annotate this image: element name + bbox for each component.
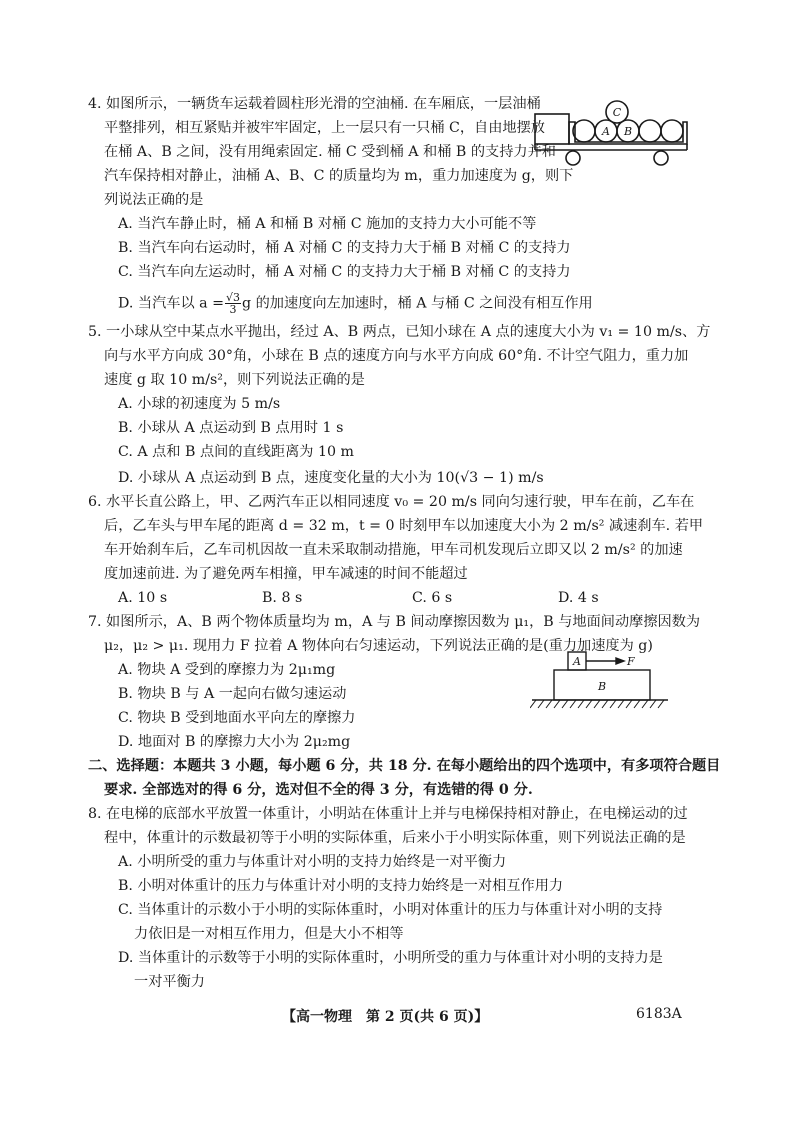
q8-stem-line-1: 8. 在电梯的底部水平放置一体重计，小明站在体重计上并与电梯保持相对静止，在电梯运动的过: [88, 806, 688, 822]
page-footer-title: 【高一物理 第 2 页(共 6 页)】: [282, 1009, 489, 1025]
q4-fraction: [225, 292, 241, 315]
q7-option-c: C. 物块 B 受到地面水平向左的摩擦力: [118, 710, 356, 726]
q7-option-d: D. 地面对 B 的摩擦力大小为 2μ₂mg: [118, 734, 351, 750]
q4-option-d-prefix: D. 当汽车以 a =: [118, 295, 225, 312]
drum-c-label: C: [612, 106, 622, 119]
ground-hatching: [530, 700, 664, 708]
q5-option-a: A. 小球的初速度为 5 m/s: [118, 396, 281, 412]
truck-wheel-rear: [654, 151, 668, 165]
q4-fraction-numerator: √3: [226, 291, 241, 304]
force-f-arrow-head: [616, 658, 624, 664]
q4-stem-line-4: 汽车保持相对静止，油桶 A、B、C 的质量均为 m，重力加速度为 g，则下: [104, 168, 574, 184]
page-footer-code: 6183A: [636, 1006, 682, 1022]
q4-stem-line-3: 在桶 A、B 之间，没有用绳索固定. 桶 C 受到桶 A 和桶 B 的支持力并和: [104, 144, 556, 160]
q6-option-d: D. 4 s: [558, 590, 599, 606]
q7-option-b: B. 物块 B 与 A 一起向右做匀速运动: [118, 686, 347, 702]
q6-stem-line-2: 后，乙车头与甲车尾的距离 d = 32 m，t = 0 时刻甲车以加速度大小为 2 m/s² 减速刹车. 若甲: [104, 518, 704, 534]
q5-stem-line-2: 向与水平方向成 30°角，小球在 B 点的速度方向与水平方向成 60°角. 不计空气阻力，重力加: [104, 348, 689, 364]
force-f-label: F: [627, 655, 635, 668]
q6-stem-line-4: 度加速前进. 为了避免两车相撞，甲车减速的时间不能超过: [104, 566, 468, 582]
q6-option-b: B. 8 s: [262, 590, 303, 606]
section-2-line-1: 二、选择题：本题共 3 小题，每小题 6 分，共 18 分. 在每小题给出的四个选项中，有多项符合题目: [88, 758, 721, 774]
q4-option-d-suffix: g 的加速度向左加速时，桶 A 与桶 C 之间没有相互作用: [242, 295, 593, 312]
q5-option-c: C. A 点和 B 点间的直线距离为 10 m: [118, 444, 354, 460]
block-b-label: B: [597, 680, 607, 693]
section-2-line-2: 要求. 全部选对的得 6 分，选对但不全的得 3 分，有选错的得 0 分.: [104, 782, 533, 798]
q8-option-a: A. 小明所受的重力与体重计对小明的支持力始终是一对平衡力: [118, 854, 507, 870]
drum-bottom-1: [573, 120, 595, 142]
q6-option-a: A. 10 s: [118, 590, 168, 606]
q8-option-d-line-1: D. 当体重计的示数等于小明的实际体重时，小明所受的重力与体重计对小明的支持力是: [118, 950, 663, 966]
q6-stem-line-1: 6. 水平长直公路上，甲、乙两汽车正以相同速度 v₀ = 20 m/s 同向匀速行驶，甲车在前，乙车在: [88, 494, 695, 510]
truck-wheel-front: [566, 151, 580, 165]
q8-stem-line-2: 程中，体重计的示数最初等于小明的实际体重，后来小于小明实际体重，则下列说法正确的是: [104, 830, 686, 846]
q8-option-c-line-1: C. 当体重计的示数小于小明的实际体重时，小明对体重计的压力与体重计对小明的支持: [118, 902, 663, 918]
q8-option-b: B. 小明对体重计的压力与体重计对小明的支持力始终是一对相互作用力: [118, 878, 564, 894]
q8-option-d-line-2: 一对平衡力: [134, 974, 205, 990]
drum-a-label: A: [602, 125, 610, 138]
q6-stem-line-3: 车开始刹车后，乙车司机因故一直未采取制动措施，甲车司机发现后立即又以 2 m/s² 的加速: [104, 542, 683, 558]
drum-bottom-5: [661, 120, 683, 142]
block-a-label: A: [573, 655, 581, 668]
q4-stem-line-2: 平整排列，相互紧贴并被牢牢固定，上一层只有一只桶 C，自由地摆放: [104, 120, 545, 136]
q4-fraction-denominator: 3: [229, 303, 237, 316]
blocks-friction-figure: [530, 648, 670, 714]
q7-option-a: A. 物块 A 受到的摩擦力为 2μ₁mg: [118, 662, 336, 678]
q5-stem-line-1: 5. 一小球从空中某点水平抛出，经过 A、B 两点，已知小球在 A 点的速度大小为 v₁ = 10 m/s、方: [88, 324, 711, 340]
q4-option-b: B. 当汽车向右运动时，桶 A 对桶 C 的支持力大于桶 B 对桶 C 的支持力: [118, 240, 571, 256]
q5-option-b: B. 小球从 A 点运动到 B 点用时 1 s: [118, 420, 344, 436]
q6-option-c: C. 6 s: [412, 590, 453, 606]
truck-oil-drum-figure: [533, 92, 693, 176]
q4-option-a: A. 当汽车静止时，桶 A 和桶 B 对桶 C 施加的支持力大小可能不等: [118, 216, 537, 232]
q4-option-d: [118, 292, 593, 315]
q4-option-c: C. 当汽车向左运动时，桶 A 对桶 C 的支持力大于桶 B 对桶 C 的支持力: [118, 264, 571, 280]
truck-cab: [535, 114, 569, 144]
drum-b-label: B: [623, 125, 633, 138]
q4-stem-line-1: 4. 如图所示，一辆货车运载着圆柱形光滑的空油桶. 在车厢底，一层油桶: [88, 96, 541, 112]
q8-option-c-line-2: 力依旧是一对相互作用力，但是大小不相等: [134, 926, 404, 942]
drum-bottom-4: [639, 120, 661, 142]
q7-stem-line-2: μ₂，μ₂ > μ₁. 现用力 F 拉着 A 物体向右匀速运动，下列说法正确的是(重力加速度为 g): [104, 638, 653, 654]
q7-stem-line-1: 7. 如图所示，A、B 两个物体质量均为 m，A 与 B 间动摩擦因数为 μ₁，B 与地面间动摩擦因数为: [88, 614, 701, 630]
q5-option-d: D. 小球从 A 点运动到 B 点，速度变化量的大小为 10(√3 − 1) m/s: [118, 470, 544, 486]
q4-stem-line-5: 列说法正确的是: [104, 192, 204, 208]
q5-stem-line-3: 速度 g 取 10 m/s²，则下列说法正确的是: [104, 372, 365, 388]
